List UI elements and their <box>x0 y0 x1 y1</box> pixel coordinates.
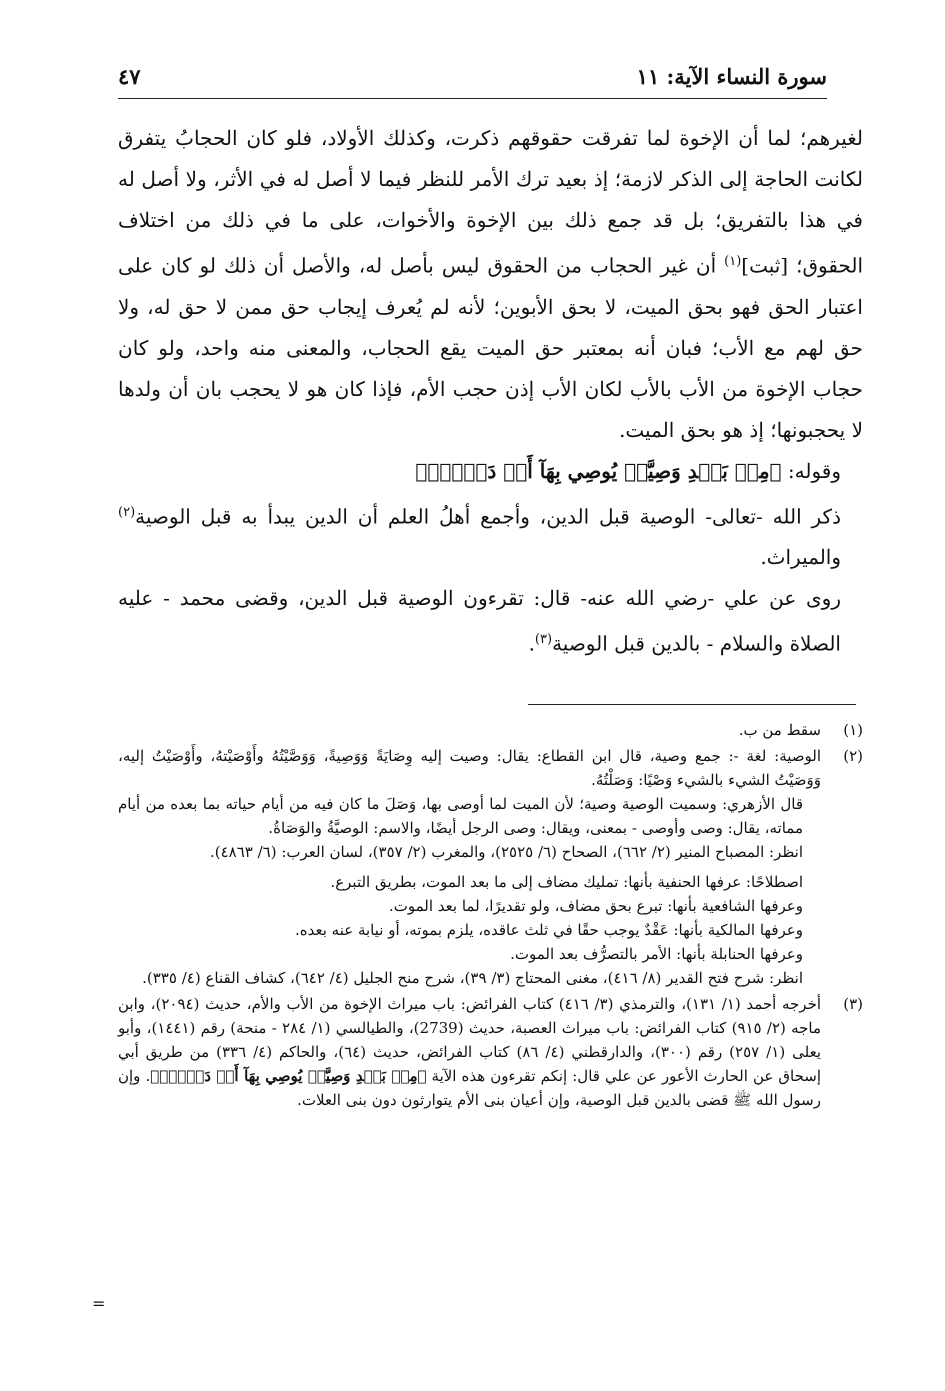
page-number: ٤٧ <box>118 64 141 89</box>
footnote-number: (٢) <box>843 747 863 765</box>
footnote-ref-2[interactable]: (٢) <box>118 504 136 520</box>
main-text <box>118 118 863 665</box>
footnotes <box>118 718 863 1114</box>
footnote-1: (١) سقط من ب. <box>118 718 863 742</box>
quran-verse: ﴿مِنۢ بَعۡدِ وَصِيَّةٖ يُوصِي بِهَآ أَوۡ دَيۡنٍۗ﴾ <box>415 458 782 483</box>
page-header <box>118 58 827 99</box>
footnote-2: (٢) الوصية: لغة -: جمع وصية، قال ابن القطاع: يقال: وصيت إليه وِصَايَةً وَوَصِيةً، وَوَصَّيْتُهُ وأَوْصَيْتهُ، وأَوْصَيْتُ إليه، وَوَصَيْتُ الشيء بالشيء وَصْيًا: وَصَلْتُهُ. قال الأزهري: وسميت الوصية وصية؛ لأن الميت لما أوصى بها، وَصَلَ ما كان فيه من أيام حياته بما بعده من أيام مماته، يقال: وصى وأوصى - بمعنى، ويقال: وصى الرجل أيضًا، والاسم: الوصيَّةُ والوَصَاةُ. انظر: المصباح المنير (٢/ ٦٦٢)، الصحاح (٦/ ٢٥٢٥)، والمغرب (٢/ ٣٥٧)، لسان العرب: (٦/ ٤٨٦٣). اصطلاحًا: عرفها الحنفية بأنها: تمليك مضاف إلى ما بعد الموت، بطريق التبرع. وعرفها الشافعية بأنها: تبرع بحق مضاف، ولو تقديرًا، لما بعد الموت. وعرفها المالكية بأنها: عَقْدٌ يوجب حقًا في ثلث عاقده، يلزم بموته، أو نيابة عنه بعده. وعرفها الحنابلة بأنها: الأمر بالتصرُّف بعد الموت. انظر: شرح فتح القدير (٨/ ٤١٦)، مغنى المحتاج (٣/ ٣٩)، شرح منح الجليل (٤/ ٦٤٢)، كشاف القناع (٤/ ٣٣٥). <box>118 744 863 990</box>
footnote-ref-1[interactable]: (١) <box>724 254 742 269</box>
footnote-ref-3[interactable]: (٣) <box>534 632 553 648</box>
paragraph-3: ذكر الله -تعالى- الوصية قبل الدين، وأجمع أهلُ العلم أن الدين يبدأ به قبل الوصية$^{(٢)}$ والميراث. <box>118 504 841 570</box>
footnote-divider <box>528 704 856 705</box>
surah-title: سورة النساء الآية: ١١ <box>636 64 827 89</box>
paragraph-1: لغيرهم؛ لما أن الإخوة لما تفرقت حقوقهم ذكرت، وكذلك الأولاد، فلو كان الحجابُ يتفرق لكانت الحاجة إلى الذكر لازمة؛ إذ بعيد ترك الأمر للنظر فيما لا أصل له في الأثر، ولا أصل له في هذا بالتفريق؛ بل قد جمع ذلك بين الإخوة والأخوات، على ما في ذلك من اختلاف الحقوق؛ [ثبت]$^{(١)}$ أن غير الحجاب من الحقوق ليس بأصل له، والأصل أن ذلك لو كان على اعتبار الحق فهو بحق الميت، لا بحق الأبوين؛ لأنه لم يُعرف إيجاب حق ممن لا حق له، ولا حق لهم مع الأب؛ فبان أنه بمعتبر حق الميت يقع الحجاب، والمعنى منه واحد، ولو كان حجاب الإخوة من الأب بالأب لكان الأب إذن حجب الأم، فإذا كان هو لا يحجب بان أن ولدها لا يحجبونها؛ إذ هو بحق الميت. <box>118 126 863 442</box>
footnote-number: (٣) <box>843 995 863 1013</box>
footnote-number: (١) <box>843 721 863 739</box>
quran-verse: ﴿مِنۢ بَعۡدِ وَصِيَّةٖ يُوصِي بِهَآ أَوۡ دَيۡنٍۗ﴾ <box>150 1067 427 1085</box>
margin-mark: = <box>92 1294 106 1313</box>
paragraph-4: روى عن علي -رضي الله عنه- قال: تقرءون الوصية قبل الدين، وقضى محمد - عليه الصلاة والسلام - بالدين قبل الوصية$^{(٣)}$. <box>118 586 841 656</box>
paragraph-2: وقوله: ﴿مِنۢ بَعۡدِ وَصِيَّةٖ يُوصِي بِهَآ أَوۡ دَيۡنٍۗ﴾ <box>415 458 841 483</box>
footnote-3: (٣) أخرجه أحمد (١/ ١٣١)، والترمذي (٣/ ٤١٦) كتاب الفرائض: باب ميراث الإخوة من الأب والأم، حديث (٢٠٩٤)، وابن ماجه (٢/ ٩١٥) كتاب الفرائض: باب ميراث العصبة، حديث (2739)، والطيالسي (١/ ٢٨٤ - منحة) رقم (١٤٤١)، وأبو يعلى (١/ ٢٥٧) رقم (٣٠٠)، والدارقطني (٤/ ٨٦) كتاب الفرائض، حديث (٦٤)، والحاكم (٤/ ٣٣٦) من طريق أبي إسحاق عن الحارث الأعور عن علي قال: إنكم تقرءون هذه الآية ﴿مِنۢ بَعۡدِ وَصِيَّةٖ يُوصِي بِهَآ أَوۡ دَيۡنٍۗ﴾. وإن رسول الله ﷺ قضى بالدين قبل الوصية، وإن أعيان بنى الأم يتوارثون دون بنى العلات. <box>118 992 863 1112</box>
